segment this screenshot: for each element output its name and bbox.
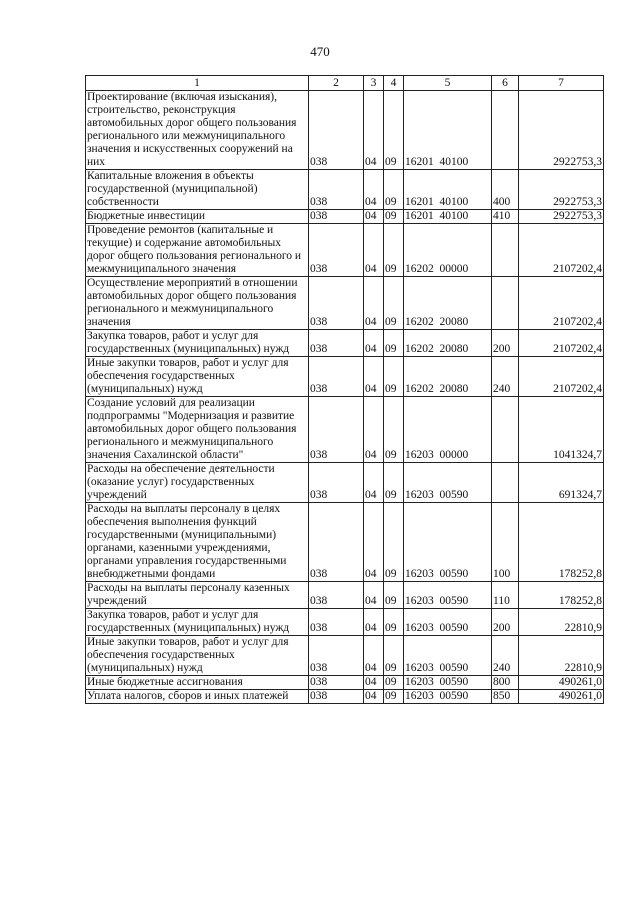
row-pr-cell: 09 <box>384 690 404 704</box>
row-vr-cell: 240 <box>492 636 519 676</box>
row-pr-cell: 09 <box>384 210 404 224</box>
header-cell: 2 <box>309 76 364 91</box>
row-grbs-cell: 038 <box>309 210 364 224</box>
row-vr-cell <box>492 397 519 463</box>
table-row <box>86 463 604 503</box>
row-grbs-cell: 038 <box>309 224 364 277</box>
row-csr-cell: 16202 20080 <box>404 357 492 397</box>
row-name-cell: Капитальные вложения в объекты государственной (муниципальной) собственности <box>86 170 309 210</box>
table-row <box>86 330 604 357</box>
row-csr-cell: 16201 40100 <box>404 170 492 210</box>
row-csr-cell: 16203 00590 <box>404 503 492 582</box>
row-sum-cell: 1041324,7 <box>519 397 604 463</box>
row-pr-cell: 09 <box>384 277 404 330</box>
row-rz-cell: 04 <box>364 463 384 503</box>
row-vr-cell <box>492 277 519 330</box>
table-row <box>86 582 604 609</box>
row-sum-cell: 2107202,4 <box>519 357 604 397</box>
row-pr-cell: 09 <box>384 463 404 503</box>
row-csr-cell: 16203 00590 <box>404 676 492 690</box>
row-name-cell: Создание условий для реализации подпрограммы "Модернизация и развитие автомобильных дорог общего пользования регионального и межмуниципального значения Сахалинской области" <box>86 397 309 463</box>
table-row <box>86 91 604 170</box>
row-vr-cell <box>492 224 519 277</box>
row-vr-cell: 800 <box>492 676 519 690</box>
row-csr-cell: 16203 00590 <box>404 690 492 704</box>
table-row <box>86 397 604 463</box>
row-csr-cell: 16203 00590 <box>404 609 492 636</box>
row-vr-cell: 240 <box>492 357 519 397</box>
row-pr-cell: 09 <box>384 397 404 463</box>
row-grbs-cell: 038 <box>309 636 364 676</box>
row-csr-cell: 16201 40100 <box>404 210 492 224</box>
row-grbs-cell: 038 <box>309 582 364 609</box>
table-row <box>86 636 604 676</box>
header-cell: 6 <box>492 76 519 91</box>
row-csr-cell: 16203 00590 <box>404 463 492 503</box>
row-name-cell: Осуществление мероприятий в отношении автомобильных дорог общего пользования регионального и межмуниципального значения <box>86 277 309 330</box>
row-grbs-cell: 038 <box>309 170 364 210</box>
row-sum-cell: 2107202,4 <box>519 330 604 357</box>
row-grbs-cell: 038 <box>309 676 364 690</box>
row-grbs-cell: 038 <box>309 357 364 397</box>
row-sum-cell: 2107202,4 <box>519 224 604 277</box>
row-grbs-cell: 038 <box>309 397 364 463</box>
row-sum-cell: 490261,0 <box>519 690 604 704</box>
row-name-cell: Иные закупки товаров, работ и услуг для обеспечения государственных (муниципальных) нужд <box>86 636 309 676</box>
row-pr-cell: 09 <box>384 91 404 170</box>
row-vr-cell: 110 <box>492 582 519 609</box>
table-row <box>86 503 604 582</box>
page-number: 470 <box>310 44 330 59</box>
row-sum-cell: 178252,8 <box>519 503 604 582</box>
row-name-cell: Расходы на выплаты персоналу казенных учреждений <box>86 582 309 609</box>
row-name-cell: Закупка товаров, работ и услуг для государственных (муниципальных) нужд <box>86 330 309 357</box>
row-rz-cell: 04 <box>364 170 384 210</box>
row-sum-cell: 2107202,4 <box>519 277 604 330</box>
row-sum-cell: 22810,9 <box>519 609 604 636</box>
row-name-cell: Проектирование (включая изыскания), строительство, реконструкция автомобильных дорог общего пользования регионального или межмуниципального значения и искусственных сооружений на них <box>86 91 309 170</box>
row-name-cell: Расходы на обеспечение деятельности (оказание услуг) государственных учреждений <box>86 463 309 503</box>
table-row <box>86 676 604 690</box>
row-sum-cell: 691324,7 <box>519 463 604 503</box>
row-rz-cell: 04 <box>364 330 384 357</box>
row-rz-cell: 04 <box>364 277 384 330</box>
row-pr-cell: 09 <box>384 330 404 357</box>
row-csr-cell: 16201 40100 <box>404 91 492 170</box>
row-csr-cell: 16202 20080 <box>404 277 492 330</box>
row-rz-cell: 04 <box>364 210 384 224</box>
row-sum-cell: 2922753,3 <box>519 210 604 224</box>
row-vr-cell: 200 <box>492 609 519 636</box>
row-name-cell: Иные бюджетные ассигнования <box>86 676 309 690</box>
row-rz-cell: 04 <box>364 224 384 277</box>
table-row <box>86 690 604 704</box>
row-pr-cell: 09 <box>384 503 404 582</box>
row-rz-cell: 04 <box>364 609 384 636</box>
row-rz-cell: 04 <box>364 636 384 676</box>
row-name-cell: Проведение ремонтов (капитальные и текущие) и содержание автомобильных дорог общего пользования регионального и межмуниципального значения <box>86 224 309 277</box>
row-vr-cell: 410 <box>492 210 519 224</box>
row-csr-cell: 16202 20080 <box>404 330 492 357</box>
row-pr-cell: 09 <box>384 170 404 210</box>
header-cell: 3 <box>364 76 384 91</box>
row-csr-cell: 16203 00000 <box>404 397 492 463</box>
row-vr-cell <box>492 463 519 503</box>
row-rz-cell: 04 <box>364 503 384 582</box>
row-name-cell: Закупка товаров, работ и услуг для государственных (муниципальных) нужд <box>86 609 309 636</box>
row-vr-cell: 200 <box>492 330 519 357</box>
header-row <box>86 76 604 91</box>
row-sum-cell: 178252,8 <box>519 582 604 609</box>
row-name-cell: Уплата налогов, сборов и иных платежей <box>86 690 309 704</box>
row-sum-cell: 490261,0 <box>519 676 604 690</box>
row-pr-cell: 09 <box>384 582 404 609</box>
table-row <box>86 224 604 277</box>
row-pr-cell: 09 <box>384 357 404 397</box>
header-cell: 1 <box>86 76 309 91</box>
table-row <box>86 277 604 330</box>
row-sum-cell: 22810,9 <box>519 636 604 676</box>
row-grbs-cell: 038 <box>309 503 364 582</box>
row-rz-cell: 04 <box>364 357 384 397</box>
row-name-cell: Расходы на выплаты персоналу в целях обеспечения выполнения функций государственными (муниципальными) органами, казенными учреждениями, органами управления государственными внебюджетными фондами <box>86 503 309 582</box>
row-csr-cell: 16202 00000 <box>404 224 492 277</box>
table-row <box>86 357 604 397</box>
row-rz-cell: 04 <box>364 690 384 704</box>
table-row <box>86 609 604 636</box>
row-vr-cell <box>492 91 519 170</box>
budget-table <box>85 75 604 704</box>
row-grbs-cell: 038 <box>309 609 364 636</box>
row-sum-cell: 2922753,3 <box>519 170 604 210</box>
row-vr-cell: 850 <box>492 690 519 704</box>
header-cell: 4 <box>384 76 404 91</box>
row-pr-cell: 09 <box>384 676 404 690</box>
row-pr-cell: 09 <box>384 224 404 277</box>
row-grbs-cell: 038 <box>309 91 364 170</box>
row-rz-cell: 04 <box>364 397 384 463</box>
row-vr-cell: 400 <box>492 170 519 210</box>
row-grbs-cell: 038 <box>309 463 364 503</box>
row-name-cell: Бюджетные инвестиции <box>86 210 309 224</box>
row-vr-cell: 100 <box>492 503 519 582</box>
header-cell: 7 <box>519 76 604 91</box>
row-pr-cell: 09 <box>384 609 404 636</box>
row-sum-cell: 2922753,3 <box>519 91 604 170</box>
row-rz-cell: 04 <box>364 91 384 170</box>
row-rz-cell: 04 <box>364 582 384 609</box>
row-pr-cell: 09 <box>384 636 404 676</box>
table-row <box>86 170 604 210</box>
table-row <box>86 210 604 224</box>
row-name-cell: Иные закупки товаров, работ и услуг для обеспечения государственных (муниципальных) нужд <box>86 357 309 397</box>
row-grbs-cell: 038 <box>309 690 364 704</box>
row-grbs-cell: 038 <box>309 277 364 330</box>
header-cell: 5 <box>404 76 492 91</box>
row-grbs-cell: 038 <box>309 330 364 357</box>
row-csr-cell: 16203 00590 <box>404 636 492 676</box>
row-csr-cell: 16203 00590 <box>404 582 492 609</box>
row-rz-cell: 04 <box>364 676 384 690</box>
